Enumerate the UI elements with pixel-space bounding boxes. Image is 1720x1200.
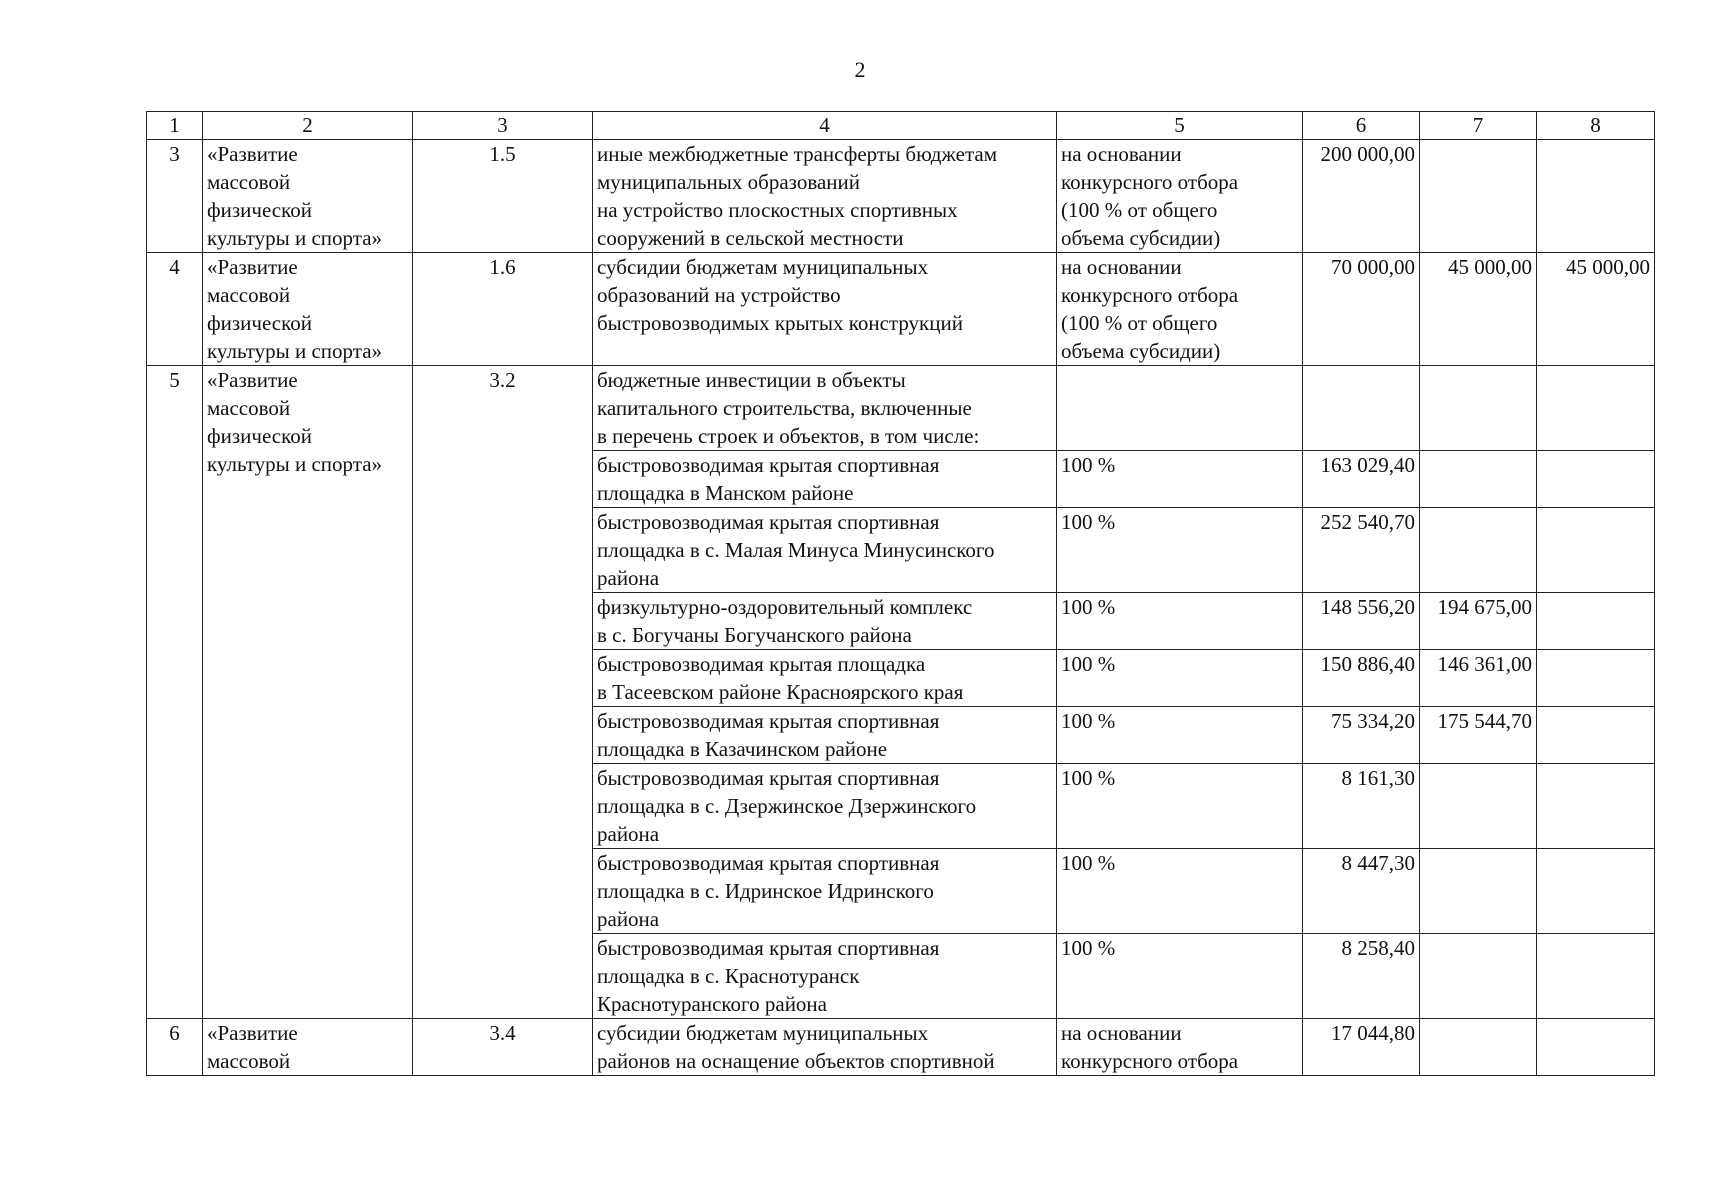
program-cell: «Развитие массовой физической культуры и спорта» (203, 366, 413, 1019)
table-row (147, 253, 1655, 366)
value-col6-cell: 163 029,40 (1303, 451, 1420, 508)
row-number-cell: 6 (147, 1019, 203, 1076)
description-cell: быстровозводимая крытая спортивная площадка в Манском районе (593, 451, 1057, 508)
column-number: 4 (593, 112, 1057, 140)
value-col7-cell: 146 361,00 (1420, 650, 1537, 707)
value-col8-cell (1537, 593, 1655, 650)
table-row (147, 1019, 1655, 1076)
value-col7-cell (1420, 366, 1537, 451)
column-number-row (147, 112, 1655, 140)
basis-cell: 100 % (1057, 849, 1303, 934)
value-col8-cell (1537, 140, 1655, 253)
value-col7-cell (1420, 934, 1537, 1019)
table-body (147, 112, 1655, 1076)
value-col8-cell (1537, 366, 1655, 451)
row-number-cell: 4 (147, 253, 203, 366)
basis-cell: 100 % (1057, 650, 1303, 707)
value-col6-cell: 8 161,30 (1303, 764, 1420, 849)
description-cell: быстровозводимая крытая спортивная площадка в с. Дзержинское Дзержинского района (593, 764, 1057, 849)
value-col8-cell (1537, 934, 1655, 1019)
column-number: 5 (1057, 112, 1303, 140)
table-row (147, 140, 1655, 253)
value-col6-cell: 8 447,30 (1303, 849, 1420, 934)
description-cell: быстровозводимая крытая площадка в Тасеевском районе Красноярского края (593, 650, 1057, 707)
column-number: 8 (1537, 112, 1655, 140)
value-col6-cell: 75 334,20 (1303, 707, 1420, 764)
value-col8-cell (1537, 707, 1655, 764)
value-col8-cell (1537, 508, 1655, 593)
column-number: 2 (203, 112, 413, 140)
value-col6-cell: 70 000,00 (1303, 253, 1420, 366)
value-col6-cell: 8 258,40 (1303, 934, 1420, 1019)
value-col8-cell: 45 000,00 (1537, 253, 1655, 366)
value-col8-cell (1537, 650, 1655, 707)
description-cell: быстровозводимая крытая спортивная площадка в с. Идринское Идринского района (593, 849, 1057, 934)
basis-cell (1057, 366, 1303, 451)
program-cell: «Развитие массовой физической культуры и спорта» (203, 140, 413, 253)
description-cell: физкультурно-оздоровительный комплекс в с. Богучаны Богучанского района (593, 593, 1057, 650)
column-number: 3 (413, 112, 593, 140)
value-col6-cell: 200 000,00 (1303, 140, 1420, 253)
row-number-cell: 3 (147, 140, 203, 253)
row-number-cell: 5 (147, 366, 203, 1019)
description-cell: бюджетные инвестиции в объекты капитального строительства, включенные в перечень строек и объектов, в том числе: (593, 366, 1057, 451)
basis-cell: на основании конкурсного отбора (100 % от общего объема субсидии) (1057, 253, 1303, 366)
table-row (147, 366, 1655, 451)
value-col7-cell (1420, 451, 1537, 508)
value-col7-cell (1420, 140, 1537, 253)
budget-table (146, 111, 1655, 1076)
description-cell: быстровозводимая крытая спортивная площадка в Казачинском районе (593, 707, 1057, 764)
value-col7-cell: 175 544,70 (1420, 707, 1537, 764)
value-col6-cell: 252 540,70 (1303, 508, 1420, 593)
value-col7-cell (1420, 1019, 1537, 1076)
value-col8-cell (1537, 849, 1655, 934)
value-col6-cell: 150 886,40 (1303, 650, 1420, 707)
program-cell: «Развитие массовой физической культуры и спорта» (203, 253, 413, 366)
program-cell: «Развитие массовой (203, 1019, 413, 1076)
value-col8-cell (1537, 1019, 1655, 1076)
value-col7-cell (1420, 849, 1537, 934)
basis-cell: 100 % (1057, 707, 1303, 764)
value-col8-cell (1537, 764, 1655, 849)
description-cell: иные межбюджетные трансферты бюджетам муниципальных образований на устройство плоскостных спортивных сооружений в сельской местности (593, 140, 1057, 253)
description-cell: быстровозводимая крытая спортивная площадка в с. Малая Минуса Минусинского района (593, 508, 1057, 593)
code-cell: 1.5 (413, 140, 593, 253)
description-cell: субсидии бюджетам муниципальных районов на оснащение объектов спортивной (593, 1019, 1057, 1076)
value-col7-cell (1420, 764, 1537, 849)
description-cell: субсидии бюджетам муниципальных образований на устройство быстровозводимых крытых конструкций (593, 253, 1057, 366)
column-number: 7 (1420, 112, 1537, 140)
column-number: 1 (147, 112, 203, 140)
code-cell: 1.6 (413, 253, 593, 366)
value-col6-cell: 17 044,80 (1303, 1019, 1420, 1076)
column-number: 6 (1303, 112, 1420, 140)
basis-cell: 100 % (1057, 508, 1303, 593)
basis-cell: 100 % (1057, 764, 1303, 849)
code-cell: 3.2 (413, 366, 593, 1019)
basis-cell: 100 % (1057, 934, 1303, 1019)
description-cell: быстровозводимая крытая спортивная площадка в с. Краснотуранск Краснотуранского района (593, 934, 1057, 1019)
value-col8-cell (1537, 451, 1655, 508)
value-col7-cell: 194 675,00 (1420, 593, 1537, 650)
value-col7-cell (1420, 508, 1537, 593)
value-col7-cell: 45 000,00 (1420, 253, 1537, 366)
value-col6-cell (1303, 366, 1420, 451)
basis-cell: 100 % (1057, 451, 1303, 508)
value-col6-cell: 148 556,20 (1303, 593, 1420, 650)
basis-cell: на основании конкурсного отбора (1057, 1019, 1303, 1076)
code-cell: 3.4 (413, 1019, 593, 1076)
page-number: 2 (854, 57, 866, 82)
basis-cell: на основании конкурсного отбора (100 % от общего объема субсидии) (1057, 140, 1303, 253)
basis-cell: 100 % (1057, 593, 1303, 650)
